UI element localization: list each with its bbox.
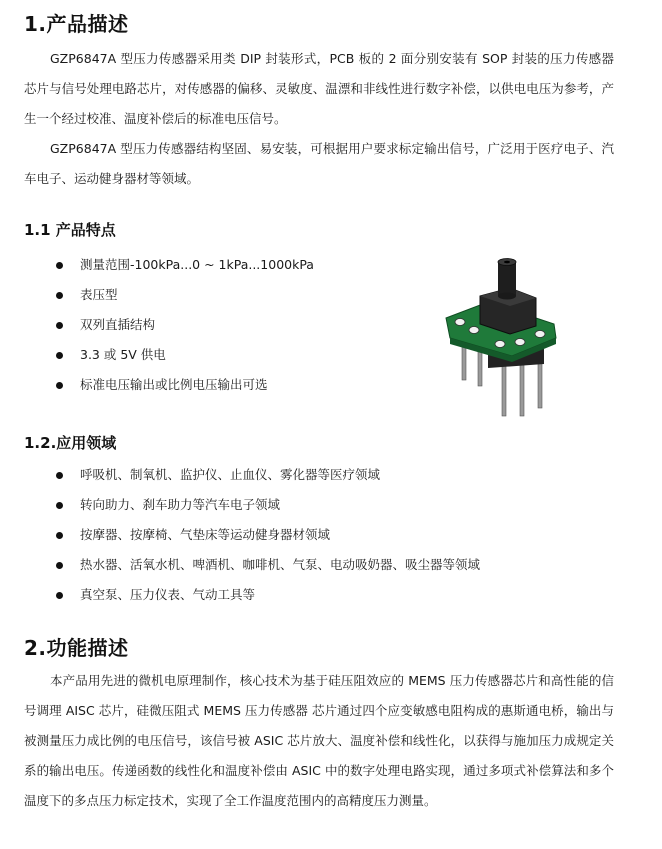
list-item (24, 250, 314, 280)
list-item (24, 370, 314, 400)
list-item (24, 490, 480, 520)
feature-text: 3.3 或 5V 供电 (80, 347, 166, 362)
pressure-sensor-image (440, 252, 562, 422)
section-1-1-title: 1.1 产品特点 (24, 221, 116, 239)
application-text: 转向助力、刹车助力等汽车电子领域 (80, 497, 281, 512)
bullet-icon (56, 502, 63, 509)
feature-text: 标准电压输出或比例电压输出可选 (80, 377, 268, 392)
bullet-icon (56, 352, 63, 359)
feature-text: 双列直插结构 (80, 317, 156, 332)
bullet-icon (56, 262, 63, 269)
list-item (24, 460, 480, 490)
bullet-icon (56, 592, 63, 599)
feature-text: 测量范围-100kPa...0 ~ 1kPa...1000kPa (80, 257, 314, 272)
list-item (24, 310, 314, 340)
applications-list (24, 460, 480, 610)
section-1-title: 1.产品描述 (24, 12, 129, 36)
application-text: 呼吸机、制氧机、监护仪、止血仪、雾化器等医疗领域 (80, 467, 381, 482)
bullet-icon (56, 382, 63, 389)
bullet-icon (56, 472, 63, 479)
section-2-title: 2.功能描述 (24, 636, 129, 660)
list-item (24, 280, 314, 310)
application-text: 热水器、活氧水机、啤酒机、咖啡机、气泵、电动吸奶器、吸尘器等领域 (80, 557, 481, 572)
features-list (24, 250, 314, 400)
bullet-icon (56, 322, 63, 329)
section-2-paragraph: 本产品用先进的微机电原理制作，核心技术为基于硅压阻效应的 MEMS 压力传感器芯片和高性能的信号调理 AISC 芯片，硅微压阻式 MEMS 压力传感器 芯片通过四个应变敏感电阻构成的惠斯通电桥，输出与被测量压力成比例的电压信号，该信号被 ASIC 芯片放大、温度补偿和线性化，以获得与施加压力成规定关系的输出电压。传递函数的线性化和温度补偿由 ASIC 中的数字处理电路实现，通过多项式补偿算法和多个温度下的多点压力标定技术，实现了全工作温度范围内的高精度压力测量。 (24, 673, 614, 808)
section-1-paragraph-1: GZP6847A 型压力传感器采用类 DIP 封装形式，PCB 板的 2 面分别安装有 SOP 封装的压力传感器芯片与信号处理电路芯片，对传感器的偏移、灵敏度、温漂和非线性进行数字补偿，以供电电压为参考，产生一个经过校准、温度补偿后的标准电压信号。 (24, 51, 614, 126)
feature-text: 表压型 (80, 287, 118, 302)
list-item (24, 340, 314, 370)
sensor-port (498, 262, 516, 296)
application-text: 真空泵、压力仪表、气动工具等 (80, 587, 256, 602)
bullet-icon (56, 562, 63, 569)
list-item (24, 580, 480, 610)
application-text: 按摩器、按摩椅、气垫床等运动健身器材领域 (80, 527, 331, 542)
bullet-icon (56, 532, 63, 539)
list-item (24, 550, 480, 580)
section-1-2-title: 1.2.应用领域 (24, 434, 117, 452)
section-1-paragraph-2: GZP6847A 型压力传感器结构坚固、易安装，可根据用户要求标定输出信号，广泛用于医疗电子、汽车电子、运动健身器材等领域。 (24, 141, 614, 186)
bullet-icon (56, 292, 63, 299)
list-item (24, 520, 480, 550)
